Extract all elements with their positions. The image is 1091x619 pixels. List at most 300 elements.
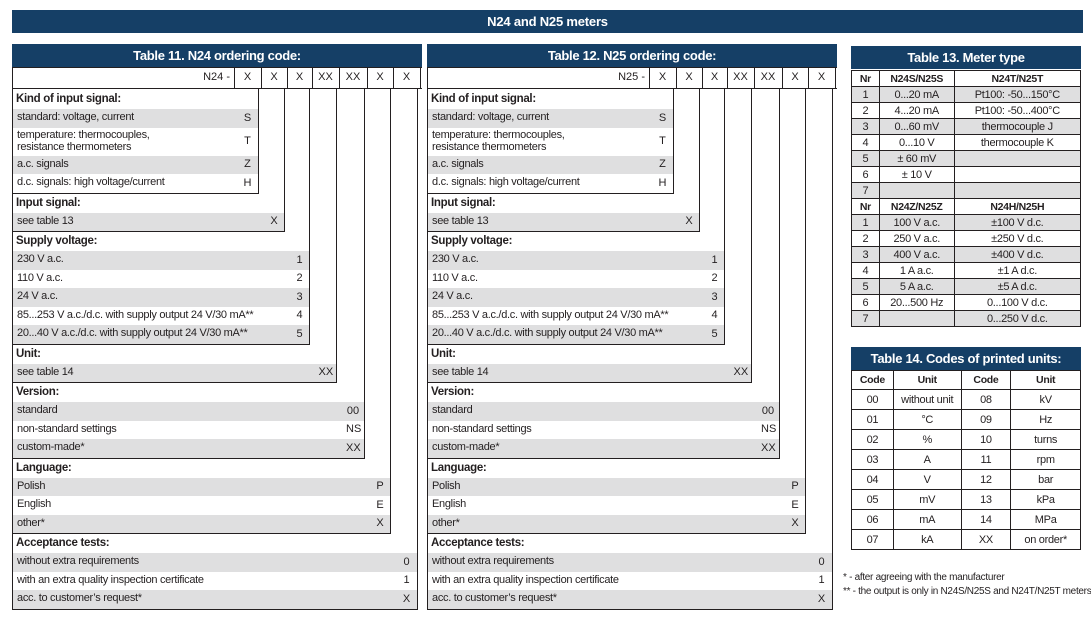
option-code: XX (733, 366, 749, 379)
code-cell: X (295, 71, 304, 83)
code-option-row (13, 156, 258, 175)
section-title: Language: (431, 461, 487, 474)
cell: kA (893, 530, 961, 550)
code-cell: X (791, 71, 799, 83)
option-label: custom-made* (17, 441, 85, 454)
cell: 11 (961, 450, 1011, 470)
code-cell: XX (760, 71, 776, 83)
table-row (852, 410, 1081, 430)
cell: rpm (1011, 450, 1081, 470)
section-left-border (12, 230, 13, 345)
section-bracket-bottom (427, 344, 725, 345)
code-row-top-border (12, 67, 422, 68)
section-bracket-bottom (12, 193, 259, 194)
code-option-row (13, 364, 336, 383)
cell: 7 (852, 183, 880, 199)
cell: XX (961, 530, 1011, 550)
option-label: acc. to customer’s request* (17, 592, 142, 605)
option-code: 0 (403, 555, 410, 568)
code-cell: X (710, 71, 719, 83)
cell: mA (893, 510, 961, 530)
code-option-row (13, 109, 258, 128)
section-left-border (12, 88, 13, 194)
cell (954, 167, 1080, 183)
cell: MPa (1011, 510, 1081, 530)
section-title: Kind of input signal: (16, 93, 121, 105)
section-bracket-bottom (427, 609, 833, 610)
code-option-row (428, 325, 724, 344)
option-code: 4 (296, 309, 303, 322)
option-code: E (791, 498, 799, 511)
option-code: T (659, 135, 666, 147)
table-row (852, 390, 1081, 410)
table-header-row (852, 199, 1081, 215)
section-bracket-right (284, 88, 285, 231)
cell: turns (1011, 430, 1081, 450)
table-row (852, 135, 1081, 151)
option-label: without extra requirements (17, 555, 139, 568)
code-row-right-border (835, 67, 836, 88)
section-bracket-right (390, 88, 391, 533)
table-13-title: Table 13. Meter type (851, 46, 1081, 69)
code-option-row (428, 515, 805, 534)
table-row (852, 263, 1081, 279)
option-label: d.c. signals: high voltage/current (432, 176, 580, 189)
section-title: Unit: (431, 347, 456, 360)
section-left-border (427, 457, 428, 535)
cell: 00 (852, 390, 894, 410)
cell: 4 (852, 135, 880, 151)
footnote-2: ** - the output is only in N24S/N25S and N24T/N25T meters (843, 586, 1091, 597)
section-left-border (12, 381, 13, 459)
section-bracket-bottom (427, 458, 780, 459)
option-code: X (376, 517, 384, 530)
code-option-row (428, 156, 673, 175)
table-row (852, 215, 1081, 231)
cell: bar (1011, 470, 1081, 490)
cell: % (893, 430, 961, 450)
section-bracket-right (805, 88, 806, 533)
cell: 5 (852, 279, 880, 295)
section-bracket-right (832, 88, 833, 609)
cell: ±400 V d.c. (954, 247, 1080, 263)
option-label: see table 13 (432, 214, 489, 227)
code-option-row (428, 213, 699, 232)
option-label: English (17, 498, 51, 511)
option-code: XX (761, 441, 776, 454)
section-left-border (12, 343, 13, 384)
section-bracket-bottom (12, 533, 391, 534)
cell: Pt100: -50...400°C (954, 103, 1080, 119)
cell: 250 V a.c. (879, 231, 954, 247)
section-title: Acceptance tests: (431, 537, 525, 549)
option-code: 1 (403, 574, 410, 587)
cell: 4...20 mA (879, 103, 954, 119)
section-left-border (427, 192, 428, 233)
option-label: with an extra quality inspection certificate (17, 573, 204, 586)
cell: N24T/N25T (954, 71, 1080, 87)
table-row (852, 119, 1081, 135)
section-bracket-right (417, 88, 418, 609)
section-title: Supply voltage: (16, 235, 98, 247)
cell: ±5 A d.c. (954, 279, 1080, 295)
cell: ±250 V d.c. (954, 231, 1080, 247)
cell: 7 (852, 311, 880, 327)
code-option-row (428, 128, 673, 156)
option-code: P (376, 480, 384, 493)
code-option-row (13, 421, 364, 440)
table-row (852, 510, 1081, 530)
option-label: custom-made* (432, 441, 500, 454)
cell (954, 151, 1080, 167)
option-label: acc. to customer’s request* (432, 592, 557, 605)
cell: 01 (852, 410, 894, 430)
option-label: 20...40 V a.c./d.c. with supply output 24 V/30 mA** (432, 327, 663, 340)
option-label: non-standard settings (432, 422, 532, 435)
cell: A (893, 450, 961, 470)
code-option-row (13, 515, 390, 534)
table-row (852, 103, 1081, 119)
table-row (852, 311, 1081, 327)
cell: 0...60 mV (879, 119, 954, 135)
option-label: see table 14 (17, 365, 74, 378)
option-label: see table 13 (17, 214, 74, 227)
table-11-title: Table 11. N24 ordering code: (12, 44, 422, 67)
cell: N24S/N25S (879, 71, 954, 87)
table-row (852, 490, 1081, 510)
section-title: Supply voltage: (431, 235, 513, 247)
option-code: 4 (711, 309, 718, 322)
code-option-row (428, 553, 832, 572)
option-label: other* (432, 516, 460, 529)
code-cell: X (402, 71, 411, 83)
option-label: d.c. signals: high voltage/current (17, 176, 165, 189)
cell: ±100 V d.c. (954, 215, 1080, 231)
code-cell: XX (345, 71, 361, 83)
cell: 3 (852, 247, 880, 263)
option-label: 24 V a.c. (17, 290, 58, 303)
option-code: XX (346, 441, 361, 454)
cell: 5 A a.c. (879, 279, 954, 295)
cell (879, 311, 954, 327)
option-code: 3 (296, 290, 303, 303)
cell: 0...20 mA (879, 87, 954, 103)
cell: Hz (1011, 410, 1081, 430)
code-option-row (13, 590, 417, 609)
code-row-right-border (420, 67, 421, 88)
code-option-row (428, 251, 724, 270)
table-row (852, 295, 1081, 311)
cell: 6 (852, 295, 880, 311)
option-code: S (243, 111, 252, 124)
section-bracket-right (751, 88, 752, 382)
cell: 1 (852, 215, 880, 231)
option-label: 230 V a.c. (17, 253, 64, 266)
cell: 03 (852, 450, 894, 470)
cell: 12 (961, 470, 1011, 490)
code-option-row (13, 288, 309, 307)
option-code: 00 (761, 404, 775, 417)
code-prefix: N24 - (203, 71, 230, 83)
cell: Pt100: -50...150°C (954, 87, 1080, 103)
cell: Unit (1011, 371, 1081, 390)
option-code: X (685, 215, 693, 228)
code-option-row (428, 439, 779, 458)
cell: 2 (852, 103, 880, 119)
section-title: Acceptance tests: (16, 537, 110, 549)
code-prefix: N25 - (618, 71, 645, 83)
section-left-border (427, 381, 428, 459)
cell: 5 (852, 151, 880, 167)
cell: kPa (1011, 490, 1081, 510)
table-13-meter-type (851, 70, 1081, 327)
code-option-row (13, 553, 417, 572)
code-option-row (13, 496, 390, 515)
table-row (852, 450, 1081, 470)
section-bracket-right (336, 88, 337, 382)
cell (879, 183, 954, 199)
option-code: 1 (711, 253, 718, 266)
option-code: XX (318, 366, 334, 379)
option-code: 1 (296, 253, 303, 266)
cell: 0...250 V d.c. (954, 311, 1080, 327)
section-bracket-right (779, 88, 780, 458)
table-14-title: Table 14. Codes of printed units: (851, 347, 1081, 370)
option-code: P (791, 480, 799, 493)
table-header-row (852, 371, 1081, 390)
code-option-row (428, 270, 724, 289)
table-row (852, 183, 1081, 199)
table-row (852, 470, 1081, 490)
table-row (852, 151, 1081, 167)
code-option-row (13, 325, 309, 344)
code-row-bottom-border (12, 88, 422, 89)
option-label: 230 V a.c. (432, 253, 479, 266)
cell: 400 V a.c. (879, 247, 954, 263)
cell: 4 (852, 263, 880, 279)
cell: N24H/N25H (954, 199, 1080, 215)
cell: ± 60 mV (879, 151, 954, 167)
option-code: X (817, 592, 826, 605)
option-code: X (402, 592, 411, 605)
option-label: 24 V a.c. (432, 290, 473, 303)
section-bracket-bottom (12, 231, 285, 232)
section-bracket-bottom (427, 533, 806, 534)
option-label: standard: voltage, current (17, 111, 134, 124)
section-title: Version: (431, 386, 474, 398)
code-row-bottom-border (427, 88, 837, 89)
code-cell: X (243, 71, 252, 83)
code-cell: X (817, 71, 826, 83)
code-option-row (428, 478, 805, 497)
option-label: other* (17, 516, 45, 529)
code-option-row (13, 270, 309, 289)
cell (954, 183, 1080, 199)
option-label: Polish (432, 479, 461, 492)
section-bracket-right (699, 88, 700, 231)
option-label: temperature: thermocouples, resistance thermometers (17, 128, 150, 153)
cell: Unit (893, 371, 961, 390)
cell: on order* (1011, 530, 1081, 550)
code-option-row (13, 572, 417, 591)
cell: 09 (961, 410, 1011, 430)
cell: 1 A a.c. (879, 263, 954, 279)
cell: kV (1011, 390, 1081, 410)
cell: 13 (961, 490, 1011, 510)
section-bracket-right (673, 88, 674, 193)
footnote-1: * - after agreeing with the manufacturer (843, 572, 1005, 583)
code-option-row (428, 590, 832, 609)
cell: 2 (852, 231, 880, 247)
option-label: temperature: thermocouples, resistance thermometers (432, 128, 565, 153)
option-label: 20...40 V a.c./d.c. with supply output 24 V/30 mA** (17, 327, 248, 340)
option-code: T (244, 135, 251, 147)
option-code: 1 (818, 574, 825, 587)
option-label: with an extra quality inspection certificate (432, 573, 619, 586)
table-14-unit-codes (851, 370, 1081, 550)
section-bracket-bottom (12, 609, 418, 610)
cell: 05 (852, 490, 894, 510)
code-option-row (13, 128, 258, 156)
option-label: standard: voltage, current (432, 111, 549, 124)
code-cell: X (658, 71, 667, 83)
section-bracket-right (724, 88, 725, 344)
section-bracket-bottom (12, 458, 365, 459)
section-bracket-bottom (12, 382, 337, 383)
option-label: Polish (17, 479, 46, 492)
table-row (852, 167, 1081, 183)
cell: 14 (961, 510, 1011, 530)
cell: V (893, 470, 961, 490)
cell: 08 (961, 390, 1011, 410)
code-option-row (428, 496, 805, 515)
table-row (852, 247, 1081, 263)
section-left-border (12, 192, 13, 233)
section-left-border (427, 230, 428, 345)
option-code: 3 (711, 290, 718, 303)
option-label: a.c. signals (17, 157, 69, 170)
table-row (852, 279, 1081, 295)
cell: 04 (852, 470, 894, 490)
code-option-row (13, 174, 258, 193)
code-option-row (428, 174, 673, 193)
cell: 02 (852, 430, 894, 450)
cell: Nr (852, 199, 880, 215)
table-row (852, 530, 1081, 550)
cell: 6 (852, 167, 880, 183)
cell: thermocouple J (954, 119, 1080, 135)
cell: 20...500 Hz (879, 295, 954, 311)
code-option-row (428, 364, 751, 383)
section-title: Kind of input signal: (431, 93, 536, 105)
option-label: 85...253 V a.c./d.c. with supply output 24 V/30 mA** (17, 308, 254, 321)
table-header-row (852, 71, 1081, 87)
section-bracket-bottom (427, 193, 674, 194)
cell: 100 V a.c. (879, 215, 954, 231)
code-option-row (13, 439, 364, 458)
option-label: 85...253 V a.c./d.c. with supply output 24 V/30 mA** (432, 308, 669, 321)
option-code: X (270, 215, 278, 228)
cell: 3 (852, 119, 880, 135)
section-bracket-right (258, 88, 259, 193)
option-label: standard (432, 404, 473, 417)
table-row (852, 231, 1081, 247)
code-option-row (428, 307, 724, 326)
option-code: H (243, 176, 252, 189)
code-option-row (13, 402, 364, 421)
cell: 0...100 V d.c. (954, 295, 1080, 311)
table-row (852, 87, 1081, 103)
section-left-border (12, 457, 13, 535)
option-label: 110 V a.c. (17, 271, 63, 284)
code-cell: XX (318, 71, 333, 83)
code-row-top-border (427, 67, 837, 68)
cell: mV (893, 490, 961, 510)
code-option-row (428, 402, 779, 421)
option-label: see table 14 (432, 365, 489, 378)
code-option-row (13, 478, 390, 497)
option-label: standard (17, 404, 58, 417)
option-code: H (658, 176, 667, 189)
option-code: Z (659, 158, 666, 171)
cell: Code (961, 371, 1011, 390)
section-title: Input signal: (16, 196, 81, 209)
option-label: non-standard settings (17, 422, 117, 435)
section-left-border (427, 532, 428, 610)
cell: without unit (893, 390, 961, 410)
section-left-border (427, 343, 428, 384)
section-title: Unit: (16, 347, 41, 360)
page-title: N24 and N25 meters (12, 10, 1083, 33)
cell: 07 (852, 530, 894, 550)
option-code: Z (244, 158, 251, 171)
section-bracket-right (309, 88, 310, 344)
option-label: 110 V a.c. (432, 271, 478, 284)
table-12-title: Table 12. N25 ordering code: (427, 44, 837, 67)
option-code: E (376, 498, 384, 511)
cell: °C (893, 410, 961, 430)
option-code: X (791, 517, 799, 530)
option-code: 5 (296, 327, 303, 340)
code-cell: X (376, 71, 384, 83)
code-option-row (13, 251, 309, 270)
table-row (852, 430, 1081, 450)
section-bracket-bottom (427, 382, 752, 383)
code-cell: X (685, 71, 693, 83)
code-option-row (13, 307, 309, 326)
option-code: 2 (711, 272, 718, 285)
cell: 06 (852, 510, 894, 530)
cell: Code (852, 371, 894, 390)
code-option-row (13, 213, 284, 232)
option-code: S (658, 111, 667, 124)
option-label: a.c. signals (432, 157, 484, 170)
cell: 0...10 V (879, 135, 954, 151)
cell: ± 10 V (879, 167, 954, 183)
code-cell: X (270, 71, 278, 83)
option-code: 0 (818, 555, 825, 568)
option-code: NS (761, 423, 777, 436)
section-bracket-bottom (12, 344, 310, 345)
cell: Nr (852, 71, 880, 87)
code-option-row (428, 572, 832, 591)
option-label: English (432, 498, 466, 511)
cell: ±1 A d.c. (954, 263, 1080, 279)
section-left-border (12, 532, 13, 610)
cell: N24Z/N25Z (879, 199, 954, 215)
option-code: 00 (346, 404, 360, 417)
section-bracket-right (364, 88, 365, 458)
